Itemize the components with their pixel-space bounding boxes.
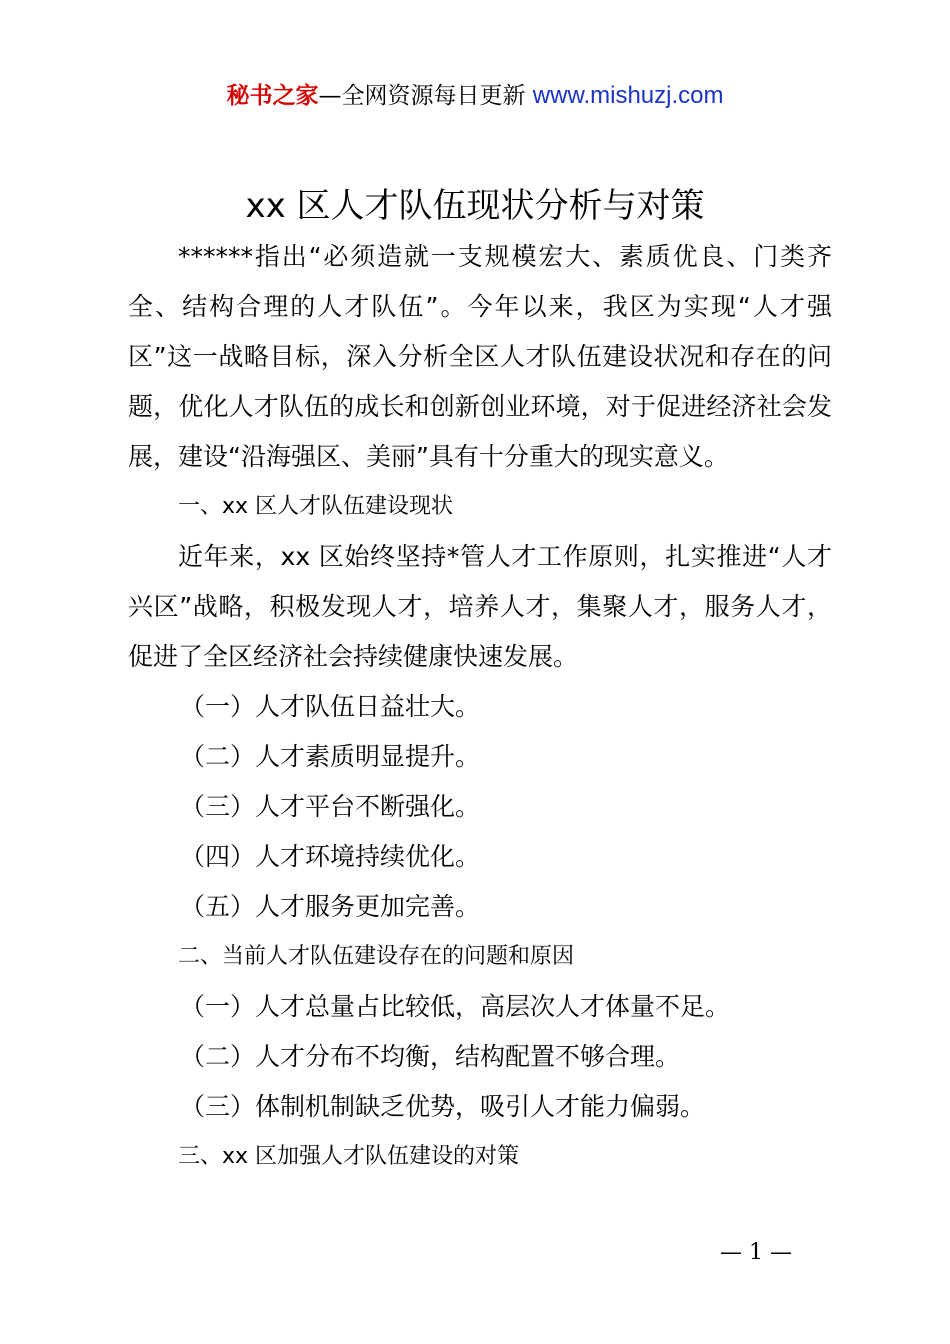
- intro-paragraph: ******指出“必须造就一支规模宏大、素质优良、门类齐全、结构合理的人才队伍”。今年以来，我区为实现“人才强区”这一战略目标，深入分析全区人才队伍建设状况和存在的问题，优化人才队伍的成长和创新创业环境，对于促进经济社会发展，建设“沿海强区、美丽”具有十分重大的现实意义。: [128, 242, 832, 471]
- site-banner: [0, 82, 950, 110]
- section-1-item: （一）人才队伍日益壮大。: [180, 692, 481, 721]
- banner-tagline: —全网资源每日更新: [318, 83, 533, 109]
- document-body: [128, 232, 832, 1182]
- section-2-heading: 二、当前人才队伍建设存在的问题和原因: [178, 944, 575, 969]
- section-1-heading: 一、xx 区人才队伍建设现状: [178, 494, 454, 519]
- section-3-heading: 三、xx 区加强人才队伍建设的对策: [178, 1144, 520, 1169]
- section-2-item: （二）人才分布不均衡，结构配置不够合理。: [180, 1042, 681, 1071]
- section-2-item: （一）人才总量占比较低，高层次人才体量不足。: [180, 992, 731, 1021]
- brand-name: 秘书之家: [226, 83, 319, 109]
- section-1-item: （三）人才平台不断强化。: [180, 792, 481, 821]
- banner-url[interactable]: www.mishuzj.com: [532, 82, 724, 109]
- document-title: xx 区人才队伍现状分析与对策: [245, 186, 705, 226]
- page-number: — 1 —: [720, 1240, 792, 1265]
- section-1-item: （五）人才服务更加完善。: [180, 892, 481, 921]
- section-1-item: （二）人才素质明显提升。: [180, 742, 481, 771]
- section-1-paragraph: 近年来，xx 区始终坚持*管人才工作原则，扎实推进“人才兴区”战略，积极发现人才，培养人才，集聚人才，服务人才，促进了全区经济社会持续健康快速发展。: [128, 542, 832, 671]
- section-2-item: （三）体制机制缺乏优势，吸引人才能力偏弱。: [180, 1092, 706, 1121]
- section-1-item: （四）人才环境持续优化。: [180, 842, 481, 871]
